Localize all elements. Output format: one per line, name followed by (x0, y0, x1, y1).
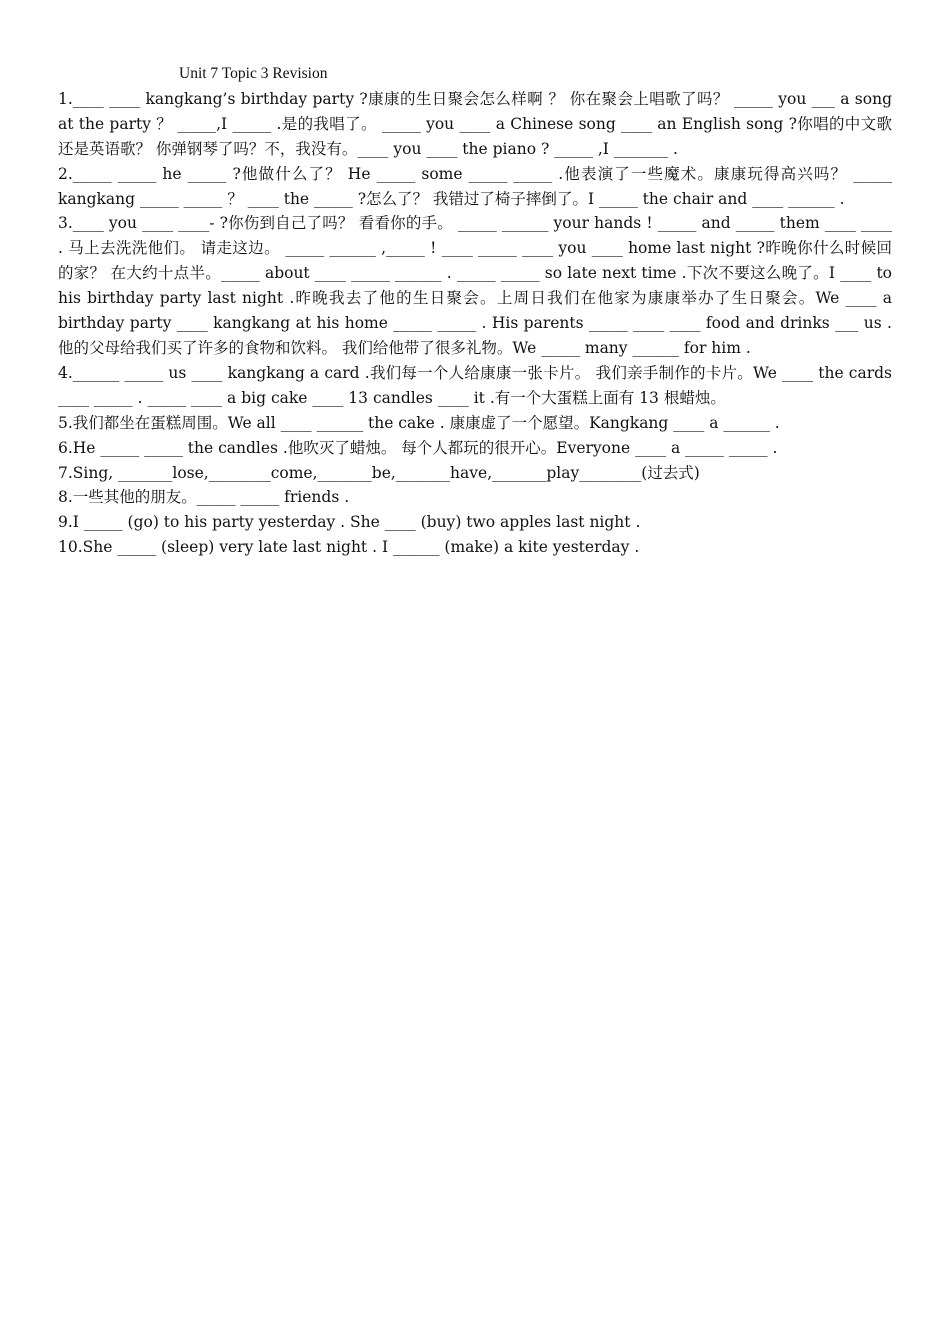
exercise-item-5: 5.我们都坐在蛋糕周围。We all ____ ______ the cake . 康康虚了一个愿望。Kangkang ____ a ______ . (58, 413, 780, 432)
exercise-item-8: 8.一些其他的朋友。_____ _____ friends . (58, 488, 350, 507)
worksheet-content (58, 62, 892, 560)
exercise-item-10: 10.She _____ (sleep) very late last night . I ______ (make) a kite yesterday . (58, 538, 640, 557)
exercise-item-3: 3.____ you ____ ____- ?你伤到自己了吗？ 看看你的手。 _____ ______ your hands ! _____ and _____ them ____ ____ . 马上去洗洗他们。 请走这边。 _____ ______ ,_____ ! ____ _____ ____ you ____ home last night ?昨晚你什么时候回的家？ 在大约十点半。_____ about ____ _____ ______ . _____ _____ so late next time .下次不要这么晚了。I ____ to his birthday party last night .昨晚我去了他的生日聚会。上周日我们在他家为康康举办了生日聚会。We ____ a birthday party ____ kangkang at his home _____ _____ . His parents _____ ____ ____ food and drinks ___ us .他的父母给我们买了许多的食物和饮料。 我们给他带了很多礼物。We _____ many ______ for him . (58, 214, 892, 357)
exercise-item-7: 7.Sing, _______lose,________come,_______be,_______have,_______play________(过去式) (58, 463, 700, 482)
worksheet-title: Unit 7 Topic 3 Revision (179, 65, 328, 82)
exercise-item-1: 1.____ ____ kangkang’s birthday party ?康康的生日聚会怎么样啊 ？ 你在聚会上唱歌了吗？ _____ you ___ a song at the party ？ _____,I _____ .是的我唱了。 _____ you ____ a Chinese song ____ an English song ?你唱的中文歌还是英语歌？ 你弹钢琴了吗？不，我没有。____ you ____ the piano ? _____ ,I _______ . (58, 89, 892, 158)
exercise-item-2: 2._____ _____ he _____ ?他做什么了？ He _____ some _____ _____ .他表演了一些魔术。康康玩得高兴吗？ _____ kangkang _____ _____ ？ ____ the _____ ?怎么了？ 我错过了椅子摔倒了。I _____ the chair and ____ ______ . (58, 164, 892, 208)
exercise-item-9: 9.I _____ (go) to his party yesterday . She ____ (buy) two apples last night . (58, 513, 641, 532)
exercise-item-4: 4.______ _____ us ____ kangkang a card .我们每一个人给康康一张卡片。 我们亲手制作的卡片。We ____ the cards ____ _____ . _____ ____ a big cake ____ 13 candles ____ it .有一个大蛋糕上面有 13 根蜡烛。 (58, 363, 892, 407)
exercise-item-6: 6.He _____ _____ the candles .他吹灭了蜡烛。 每个人都玩的很开心。Everyone ____ a _____ _____ . (58, 438, 778, 457)
